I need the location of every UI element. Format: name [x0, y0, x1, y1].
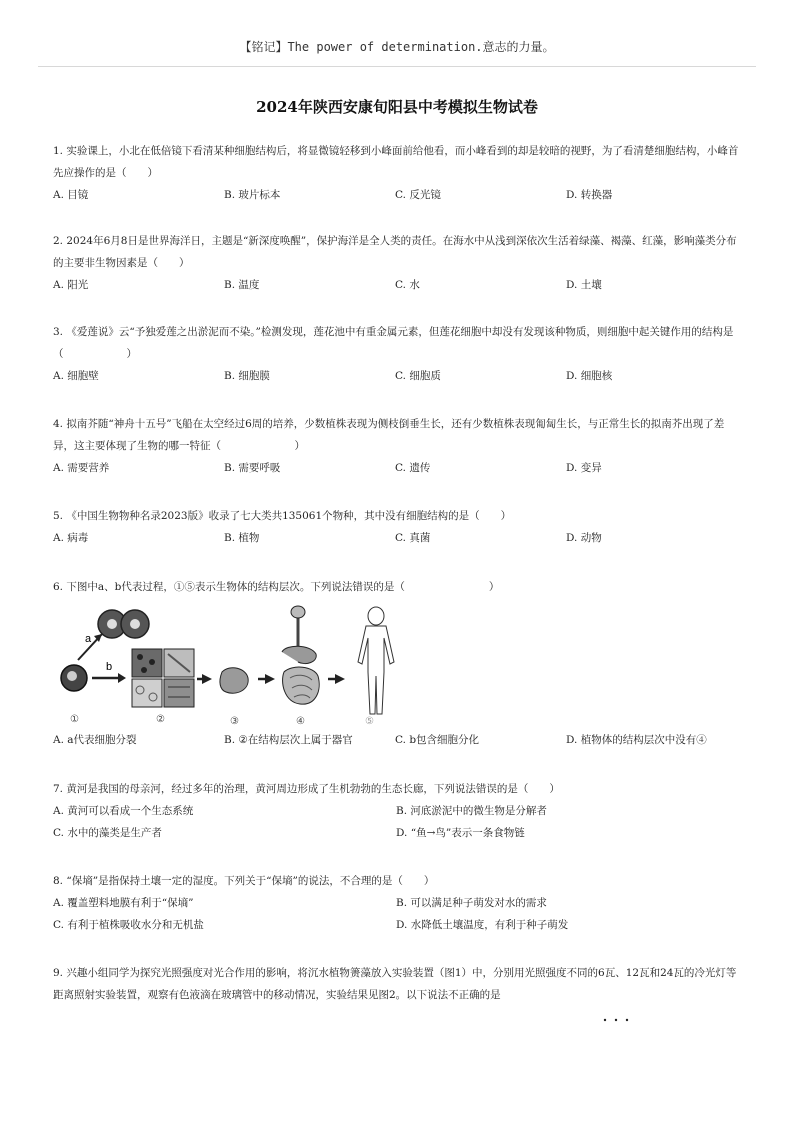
question-3	[53, 321, 743, 387]
question-stem: 1. 实验课上，小北在低倍镜下看清某种细胞结构后，将显微镜轻移到小峰面前给他看，而小峰看到的却是较暗的视野，为了看清楚细胞结构，小峰首先应操作的是（ ）	[53, 145, 739, 179]
label-4: ④	[296, 716, 305, 727]
human-body-image	[358, 607, 394, 714]
option-d: D. “鱼→鸟”表示一条食物链	[396, 827, 525, 839]
option-b: B. 细胞膜	[224, 370, 270, 382]
option-d: D. 变异	[566, 462, 602, 474]
question-stem: 7. 黄河是我国的母亲河，经过多年的治理，黄河周边形成了生机勃勃的生态长廊，下列说法错误的是（ ）	[53, 783, 560, 795]
option-b: B. 温度	[224, 279, 260, 291]
option-a: A. 覆盖塑料地膜有利于“保墒”	[53, 897, 194, 909]
question-stem: 8. “保墒”是指保持土壤一定的湿度。下列关于“保墒”的说法，不合理的是（ ）	[53, 875, 435, 887]
option-b: B. 需要呼吸	[224, 462, 281, 474]
question-stem: 9. 兴趣小组同学为探究光照强度对光合作用的影响，将沉水植物箦藻放入实验装置（图1）中，分别用光照强度不同的6瓦、12瓦和24瓦的冷光灯等距离照射实验装置，观察有色液滴在玻璃管中的移动情况，实验结果见图2。以下说法不正确的是	[53, 967, 737, 1001]
options-row	[53, 365, 743, 387]
question-stem: 3. 《爱莲说》云“予独爱莲之出淤泥而不染。”检测发现，莲花池中有重金属元素，但莲花细胞中却没有发现该种物质，则细胞中起关键作用的结构是（ ）	[53, 326, 734, 360]
cell-image	[61, 665, 87, 691]
system-image	[282, 606, 319, 704]
option-a: A. a代表细胞分裂	[53, 734, 137, 746]
options-grid	[53, 892, 743, 936]
page-title: 2024年陕西安康旬阳县中考模拟生物试卷	[256, 98, 538, 116]
option-d: D. 转换器	[566, 189, 613, 201]
option-d: D. 植物体的结构层次中没有④	[566, 734, 707, 746]
label-3: ③	[230, 716, 239, 727]
question-8	[53, 870, 743, 936]
option-b: B. 植物	[224, 532, 260, 544]
options-row	[53, 184, 743, 206]
option-d: D. 水降低土壤温度，有利于种子萌发	[396, 919, 569, 931]
organ-image	[220, 668, 248, 693]
option-d: D. 土壤	[566, 279, 602, 291]
option-a: A. 目镜	[53, 189, 89, 201]
option-d: D. 细胞核	[566, 370, 613, 382]
options-grid	[53, 800, 743, 844]
emphasis-dots	[601, 1008, 631, 1014]
page-motto: 【铭记】The power of determination.意志的力量。	[239, 40, 555, 54]
option-c: C. 真菌	[395, 532, 431, 544]
option-b: B. 可以满足种子萌发对水的需求	[396, 897, 547, 909]
option-c: C. 反光镜	[395, 189, 441, 201]
header-divider	[38, 66, 756, 67]
tissues-image	[132, 649, 194, 707]
options-row	[53, 274, 743, 296]
option-b: B. 河底淤泥中的微生物是分解者	[396, 805, 547, 817]
option-a: A. 病毒	[53, 532, 89, 544]
structure-levels-figure	[60, 602, 400, 727]
option-a: A. 黄河可以看成一个生态系统	[53, 805, 194, 817]
option-c: C. b包含细胞分化	[395, 734, 480, 746]
option-a: A. 阳光	[53, 279, 89, 291]
option-c: C. 遗传	[395, 462, 431, 474]
option-d: D. 动物	[566, 532, 602, 544]
options-row	[53, 527, 743, 549]
label-2: ②	[156, 714, 165, 725]
option-a: A. 需要营养	[53, 462, 110, 474]
label-a: a	[85, 633, 92, 645]
option-b: B. ②在结构层次上属于器官	[224, 734, 353, 746]
label-b: b	[106, 661, 113, 673]
option-c: C. 细胞质	[395, 370, 441, 382]
question-stem: 2. 2024年6月8日是世界海洋日，主题是“新深度唤醒”，保护海洋是全人类的责任。在海水中从浅到深依次生活着绿藻、褐藻、红藻，影响藻类分布的主要非生物因素是（ ）	[53, 235, 737, 269]
question-stem: 4. 拟南芥随“神舟十五号”飞船在太空经过6周的培养，少数植株表现为侧枝倒垂生长，还有少数植株表现匍匐生长，与正常生长的拟南芥出现了差异，这主要体现了生物的哪一特征（ ）	[53, 418, 725, 452]
option-a: A. 细胞壁	[53, 370, 99, 382]
dividing-cells-image	[98, 610, 149, 638]
option-c: C. 有利于植株吸收水分和无机盐	[53, 919, 204, 931]
label-1: ①	[70, 714, 79, 725]
option-c: C. 水中的藻类是生产者	[53, 827, 162, 839]
question-5	[53, 505, 743, 549]
question-9	[53, 962, 743, 1006]
question-6	[53, 576, 743, 598]
question-4	[53, 413, 743, 479]
options-row	[53, 729, 743, 751]
question-stem: 5. 《中国生物物种名录2023版》收录了七大类共135061个物种，其中没有细胞结构的是（ ）	[53, 510, 512, 522]
question-6-options	[53, 729, 743, 751]
question-7	[53, 778, 743, 844]
label-5: ⑤	[365, 716, 374, 727]
question-2	[53, 230, 743, 296]
option-b: B. 玻片标本	[224, 189, 281, 201]
option-c: C. 水	[395, 279, 420, 291]
question-stem: 6. 下图中a、b代表过程，①⑤表示生物体的结构层次。下列说法错误的是（ ）	[53, 581, 500, 593]
question-1	[53, 140, 743, 206]
options-row	[53, 457, 743, 479]
